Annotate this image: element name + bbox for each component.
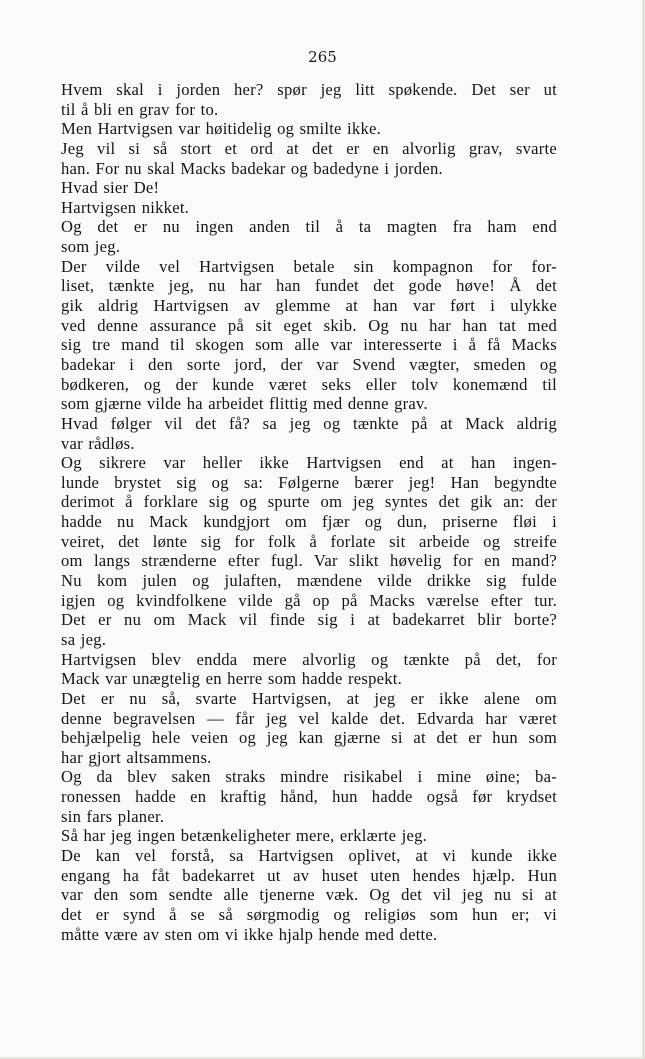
text-line: De kan vel forstå, sa Hartvigsen oplivet, at vi kunde ikke — [61, 845, 557, 865]
body-text — [61, 80, 557, 944]
text-line: som jeg. — [61, 237, 121, 257]
text-line: var den som sendte alle tjenerne væk. Og det vil jeg nu si at — [61, 885, 557, 905]
text-line: var rådløs. — [61, 433, 135, 453]
text-line: det er synd å se så sørgmodig og religiøs som hun er; vi — [61, 904, 557, 924]
text-line: liset, tænkte jeg, nu har han fundet det gode høve! Å det — [61, 276, 557, 296]
text-line: Hvem skal i jorden her? spør jeg litt spøkende. Det ser ut — [61, 80, 557, 99]
text-line: veiret, det lønte sig for folk å forlate sit arbeide og streife — [61, 531, 557, 551]
text-line: Så har jeg ingen betænkeligheter mere, erklærte jeg. — [61, 826, 428, 846]
page-number: 265 — [308, 48, 337, 66]
text-line: ved denne assurance på sit eget skib. Og nu har han tat med — [61, 315, 557, 335]
text-line: sig tre mand til skogen som alle var interesserte i å få Macks — [61, 335, 557, 355]
text-line: igjen og kvindfolkene vilde gå op på Macks værelse efter tur. — [61, 590, 557, 610]
text-line: Men Hartvigsen var høitidelig og smilte ikke. — [61, 119, 382, 139]
text-line: badekar i den sorte jord, der var Svend vægter, smeden og — [61, 354, 557, 374]
text-line: har gjort altsammens. — [61, 747, 212, 767]
text-line: Det er nu om Mack vil finde sig i at badekarret blir borte? — [61, 610, 557, 630]
text-line: Hartvigsen blev endda mere alvorlig og tænkte på det, for — [61, 649, 557, 669]
text-line: lunde brystet sig og sa: Følgerne bærer jeg! Han begyndte — [61, 472, 557, 492]
text-line: Mack var unægtelig en herre som hadde respekt. — [61, 669, 403, 689]
text-line: Hvad følger vil det få? sa jeg og tænkte på at Mack aldrig — [61, 413, 557, 433]
text-line: han. For nu skal Macks badekar og badedyne i jorden. — [61, 158, 443, 178]
text-line: om langs strænderne efter fugl. Var slikt høvelig for en mand? — [61, 551, 557, 571]
text-line: Hartvigsen nikket. — [61, 197, 190, 217]
text-line: gik aldrig Hartvigsen av glemme at han var ført i ulykke — [61, 296, 557, 316]
text-line: hadde nu Mack kundgjort om fjær og dun, priserne fløi i — [61, 512, 557, 532]
text-line: bødkeren, og der kunde været seks eller tolv konemænd til — [61, 374, 557, 394]
text-line: som gjærne vilde ha arbeidet flittig med denne grav. — [61, 394, 428, 414]
text-line: Og sikrere var heller ikke Hartvigsen end at han ingen- — [61, 453, 557, 473]
text-line: sa jeg. — [61, 629, 107, 649]
text-line: måtte være av sten om vi ikke hjalp hende med dette. — [61, 924, 438, 944]
text-line: derimot å forklare sig og spurte om jeg syntes det gik an: der — [61, 492, 557, 512]
text-line: denne begravelsen — får jeg vel kalde det. Edvarda har været — [61, 708, 557, 728]
text-line: Det er nu så, svarte Hartvigsen, at jeg er ikke alene om — [61, 688, 557, 708]
text-line: Der vilde vel Hartvigsen betale sin kompagnon for for- — [61, 256, 557, 276]
text-line: Hvad sier De! — [61, 178, 160, 198]
text-line: ronessen hadde en kraftig hånd, hun hadde også før krydset — [61, 787, 557, 807]
text-line: Og da blev saken straks mindre risikabel i mine øine; ba- — [61, 767, 557, 787]
text-line: Og det er nu ingen anden til å ta magten fra ham end — [61, 217, 557, 237]
text-line: sin fars planer. — [61, 806, 165, 826]
text-line: engang ha fåt badekarret ut av huset uten hendes hjælp. Hun — [61, 865, 557, 885]
text-line: til å bli en grav for to. — [61, 99, 219, 119]
text-line: Nu kom julen og julaften, mændene vilde drikke sig fulde — [61, 571, 557, 591]
text-line: Jeg vil si så stort et ord at det er en alvorlig grav, svarte — [61, 138, 557, 158]
text-line: behjælpelig hele veien og jeg kan gjærne si at det er hun som — [61, 728, 557, 748]
